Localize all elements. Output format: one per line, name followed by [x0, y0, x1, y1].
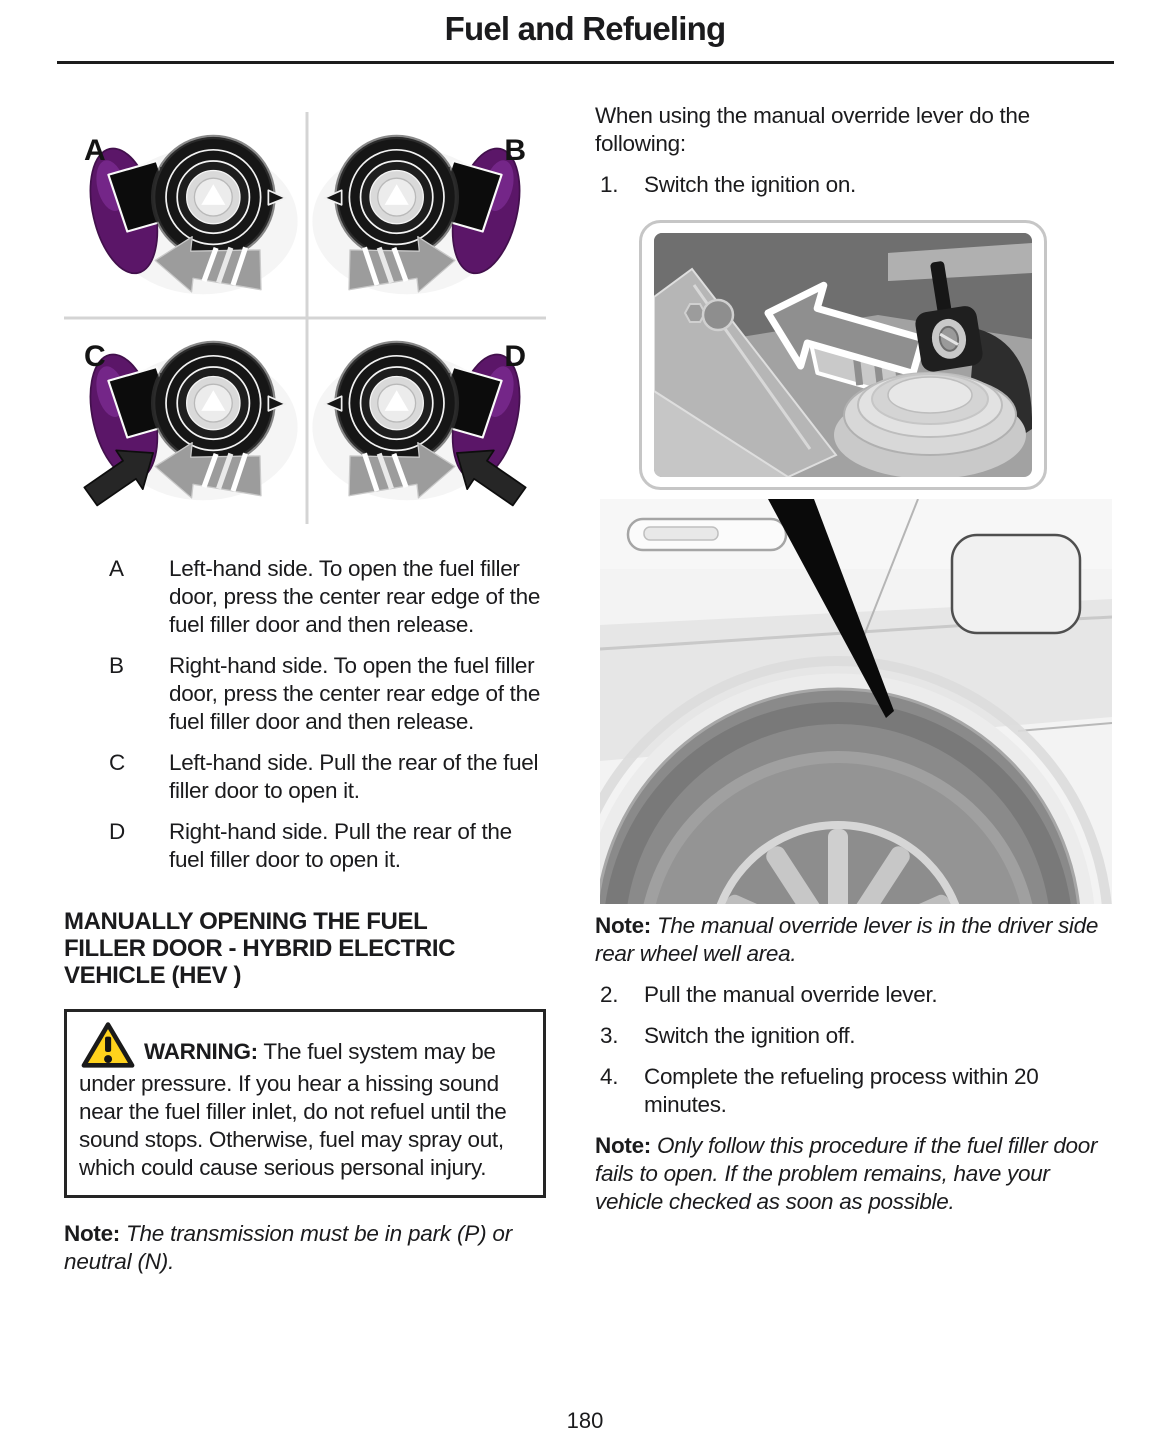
section-heading-line: VEHICLE (HEV ) — [64, 962, 242, 989]
list-item — [64, 818, 546, 874]
page-title: Fuel and Refueling — [444, 10, 726, 47]
step-text: Switch the ignition off. — [644, 1023, 856, 1048]
step-text: Pull the manual override lever. — [644, 982, 938, 1007]
step-text: Complete the refueling process within 20 minutes. — [644, 1064, 1039, 1117]
list-item-text: Left-hand side. To open the fuel filler door, press the center rear edge of the fuel filler door and then release. — [169, 556, 541, 637]
list-item-label: D — [109, 819, 125, 844]
note-procedure — [595, 1132, 1112, 1216]
step-3 — [595, 1022, 1112, 1050]
step-number: 3. — [600, 1023, 619, 1048]
warning-prefix: WARNING: — [144, 1039, 258, 1064]
note-prefix: Note: — [64, 1221, 120, 1246]
note-prefix: Note: — [595, 1133, 651, 1158]
list-item-label: C — [109, 750, 125, 775]
grid-label-c: C — [84, 340, 106, 373]
grid-label-d: D — [504, 340, 526, 373]
step-number: 4. — [600, 1064, 619, 1089]
list-item-label: B — [109, 653, 124, 678]
note-lever-location — [595, 912, 1112, 968]
override-lever-figure — [638, 219, 1112, 491]
wheel-well-figure — [600, 499, 1112, 904]
step-2 — [595, 981, 1112, 1009]
right-column — [595, 102, 1112, 1276]
note-text: The manual override lever is in the driver side rear wheel well area. — [595, 913, 1099, 966]
grid-label-a: A — [84, 134, 106, 167]
door-legend-list — [64, 555, 546, 874]
fuel-door-types-figure — [64, 112, 546, 529]
step-number: 1. — [600, 172, 619, 197]
list-item — [64, 555, 546, 639]
list-item-label: A — [109, 556, 124, 581]
page-content — [0, 64, 1170, 1276]
list-item-text: Left-hand side. Pull the rear of the fuel filler door to open it. — [169, 750, 539, 803]
step-text: Switch the ignition on. — [644, 172, 856, 197]
section-heading-line: MANUALLY OPENING THE FUEL — [64, 908, 428, 935]
override-lever-illustration — [638, 219, 1048, 491]
left-column — [64, 102, 546, 1276]
note-text: Only follow this procedure if the fuel filler door fails to open. If the problem remains, have your vehicle checked as soon as possible. — [595, 1133, 1098, 1214]
warning-box — [64, 1009, 546, 1198]
section-heading — [64, 908, 546, 989]
section-heading-line: FILLER DOOR - HYBRID ELECTRIC — [64, 935, 456, 962]
grid-label-b: B — [504, 134, 526, 167]
page-number: 180 — [566, 1408, 604, 1433]
intro-paragraph: When using the manual override lever do the following: — [595, 103, 1030, 156]
note-transmission — [64, 1220, 546, 1276]
step-1 — [595, 171, 1112, 199]
warning-triangle-icon — [79, 1020, 137, 1070]
list-item — [64, 749, 546, 805]
step-number: 2. — [600, 982, 619, 1007]
list-item-text: Right-hand side. Pull the rear of the fuel filler door to open it. — [169, 819, 512, 872]
fuel-door-types-illustration — [64, 112, 546, 524]
step-4 — [595, 1063, 1112, 1119]
warning-text: The fuel system may be under pressure. If you hear a hissing sound near the fuel filler inlet, do not refuel until the sound stops. Otherwise, fuel may spray out, which could cause serious personal injury. — [79, 1039, 507, 1180]
note-prefix: Note: — [595, 913, 651, 938]
list-item-text: Right-hand side. To open the fuel filler door, press the center rear edge of the fuel filler door and then release. — [169, 653, 541, 734]
list-item — [64, 652, 546, 736]
wheel-well-illustration — [600, 499, 1112, 904]
note-text: The transmission must be in park (P) or neutral (N). — [64, 1221, 513, 1274]
